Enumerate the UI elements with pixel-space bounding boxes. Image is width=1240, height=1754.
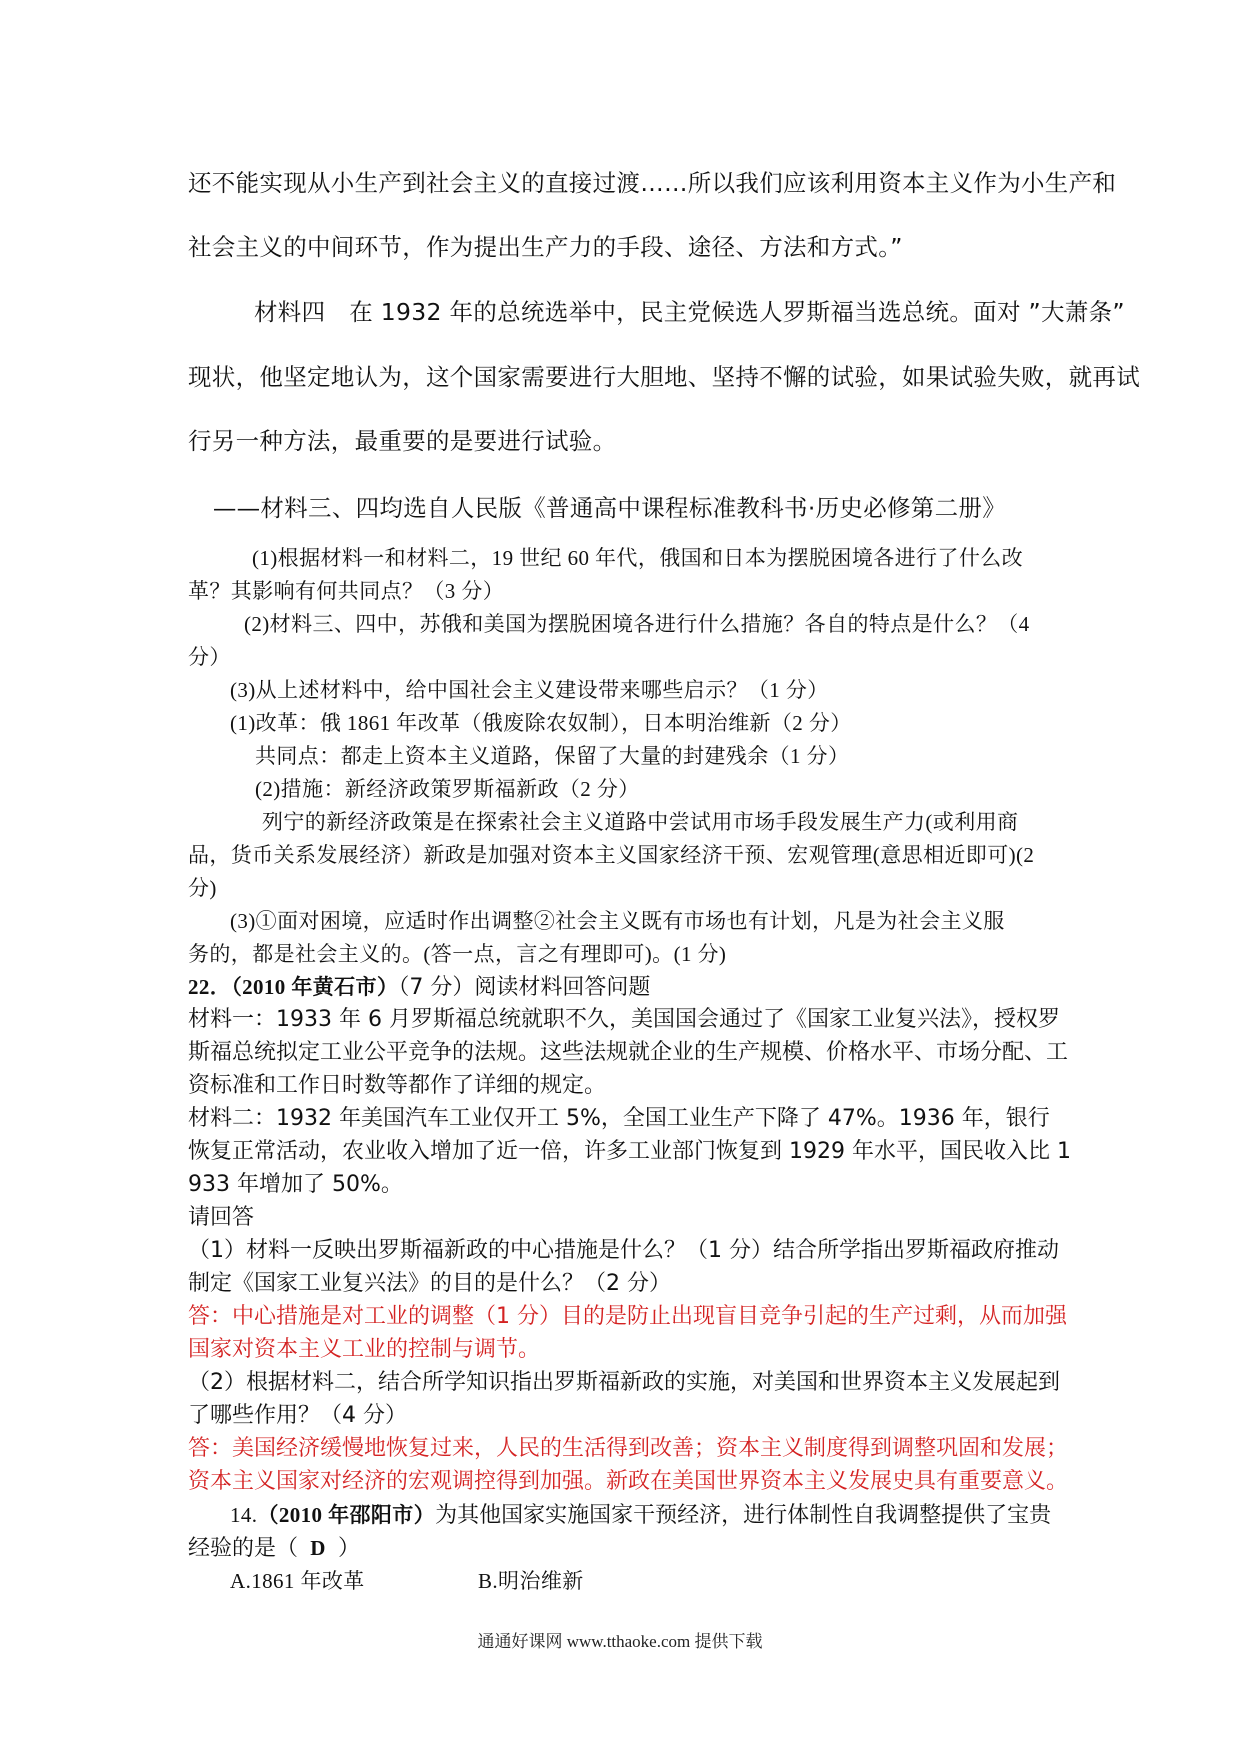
answer-line: (2)措施：新经济政策罗斯福新政（2 分）: [255, 777, 640, 801]
prompt-line: 请回答: [188, 1205, 255, 1230]
question-source: （2010 年黄石市）: [231, 975, 399, 999]
option-b: B.明治维新: [478, 1569, 584, 1593]
sub-question-line: （2）根据材料二，结合所学知识指出罗斯福新政的实施，对美国和世界资本主义发展起到: [188, 1370, 1061, 1395]
sub-question-line: （1）材料一反映出罗斯福新政的中心措施是什么？（1 分）结合所学指出罗斯福政府推动: [188, 1238, 1059, 1263]
question-line: 分）: [188, 645, 231, 669]
question-14-line: [230, 1500, 1100, 1531]
answer-line: 列宁的新经济政策是在探索社会主义道路中尝试用市场手段发展生产力(或利用商: [262, 810, 1019, 834]
material-line: 斯福总统拟定工业公平竞争的法规。这些法规就企业的生产规模、价格水平、市场分配、工: [188, 1040, 1069, 1065]
material-line: 恢复正常活动，农业收入增加了近一倍，许多工业部门恢复到 1929 年水平，国民收入比 1: [188, 1139, 1071, 1164]
question-source: （2010 年邵阳市）: [257, 1503, 436, 1527]
question-number: 22．: [188, 975, 232, 999]
answer-choice: D: [310, 1536, 326, 1560]
question-text: 经验的是（: [188, 1536, 299, 1561]
paragraph-line: 还不能实现从小生产到社会主义的直接过渡……所以我们应该利用资本主义作为小生产和: [188, 169, 1117, 197]
source-citation: ——材料三、四均选自人民版《普通高中课程标准教科书·历史必修第二册》: [212, 494, 1006, 522]
answer-line-red: 国家对资本主义工业的控制与调节。: [188, 1337, 541, 1362]
paragraph-line: 材料四 在 1932 年的总统选举中，民主党候选人罗斯福当选总统。面对 ”大萧条”: [254, 298, 1125, 326]
answer-line: 分): [188, 876, 217, 900]
question-14-line-2: [188, 1533, 1058, 1564]
answer-line: 品，货币关系发展经济）新政是加强对资本主义国家经济干预、宏观管理(意思相近即可)(2: [188, 843, 1035, 867]
paragraph-line: 社会主义的中间环节，作为提出生产力的手段、途径、方法和方式。”: [188, 233, 903, 261]
question-number: 14.: [230, 1503, 258, 1527]
question-text: 为其他国家实施国家干预经济，进行体制性自我调整提供了宝贵: [435, 1503, 1052, 1528]
sub-question-line: 制定《国家工业复兴法》的目的是什么？（2 分）: [188, 1271, 671, 1296]
question-line: (2)材料三、四中，苏俄和美国为摆脱困境各进行什么措施？各自的特点是什么？（4: [244, 612, 1030, 636]
material-line: 材料二：1932 年美国汽车工业仅开工 5%，全国工业生产下降了 47%。1936 年，银行: [188, 1106, 1050, 1131]
answer-line: 务的，都是社会主义的。(答一点，言之有理即可)。(1 分): [188, 942, 727, 966]
answer-line: (3)①面对困境，应适时作出调整②社会主义既有市场也有计划，凡是为社会主义服: [230, 909, 1005, 933]
question-text: ）: [338, 1536, 361, 1561]
page-footer: 通通好课网 www.tthaoke.com 提供下载: [477, 1632, 763, 1651]
paragraph-line: 行另一种方法，最重要的是要进行试验。: [188, 427, 617, 455]
question-line: (3)从上述材料中，给中国社会主义建设带来哪些启示？（1 分）: [230, 678, 829, 702]
material-line: 资标准和工作日时数等都作了详细的规定。: [188, 1073, 607, 1098]
question-line: (1)根据材料一和材料二，19 世纪 60 年代，俄国和日本为摆脱困境各进行了什么改: [252, 546, 1024, 570]
answer-line-red: 答：中心措施是对工业的调整（1 分）目的是防止出现盲目竞争引起的生产过剩，从而加强: [188, 1304, 1067, 1329]
question-instruction: （7 分）阅读材料回答问题: [398, 975, 651, 1000]
answer-line-red: 答：美国经济缓慢地恢复过来，人民的生活得到改善；资本主义制度得到调整巩固和发展；: [188, 1436, 1069, 1461]
question-line: 革？其影响有何共同点？（3 分）: [188, 579, 505, 603]
question-22-header: [188, 972, 1058, 1003]
material-line: 933 年增加了 50%。: [188, 1172, 403, 1197]
sub-question-line: 了哪些作用？（4 分）: [188, 1403, 407, 1428]
paragraph-line: 现状，他坚定地认为，这个国家需要进行大胆地、坚持不懈的试验，如果试验失败，就再试: [188, 363, 1140, 391]
answer-line: (1)改革：俄 1861 年改革（俄废除农奴制），日本明治维新（2 分）: [230, 711, 852, 735]
answer-line: 共同点：都走上资本主义道路，保留了大量的封建残余（1 分）: [255, 744, 850, 768]
option-a: A.1861 年改革: [230, 1569, 365, 1593]
material-line: 材料一：1933 年 6 月罗斯福总统就职不久，美国国会通过了《国家工业复兴法》，授权罗: [188, 1007, 1060, 1032]
answer-line-red: 资本主义国家对经济的宏观调控得到加强。新政在美国世界资本主义发展史具有重要意义。: [188, 1469, 1069, 1494]
